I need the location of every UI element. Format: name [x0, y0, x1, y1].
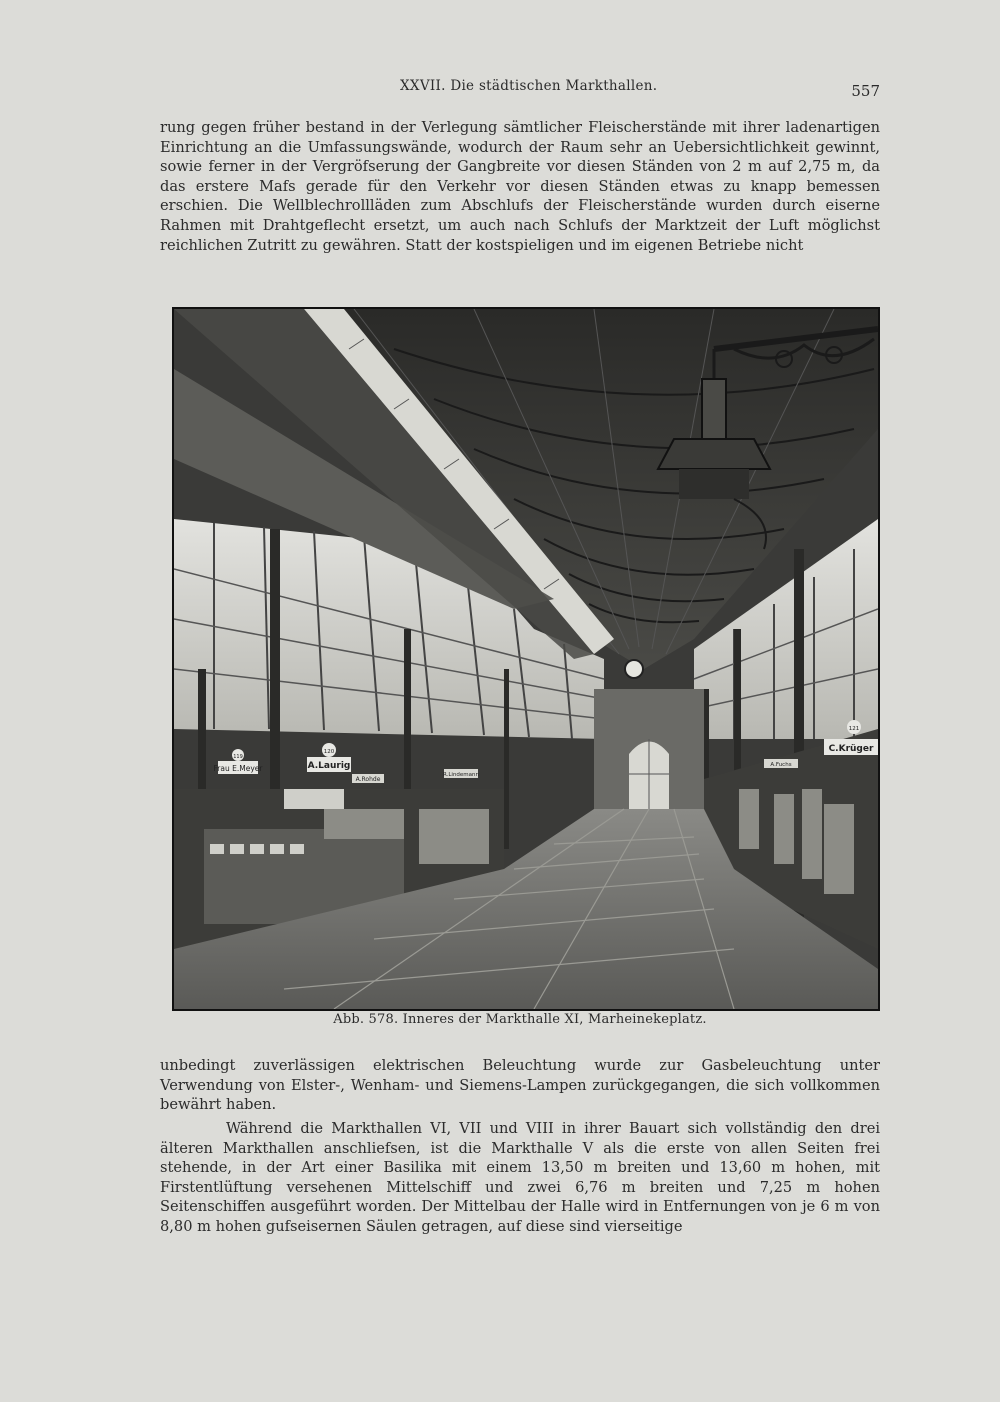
stall-number-120: 120	[323, 749, 335, 755]
sign-frau-meyer: Frau E.Meyer	[213, 764, 263, 773]
sign-krueger: C.Krüger	[828, 744, 874, 754]
paragraph-top: rung gegen früher bestand in der Verlegung sämtlicher Fleischerstände mit ihrer ladenartigen Einrichtung an die Umfassungswände, wodurch der Raum sehr an Uebersichtlichkeit gewinnt, sowie ferner in der Vergröfserung der Gangbreite vor diesen Ständen von 2 m auf 2,75 m, da das erstere Mafs gerade für den Verkehr vor diesen Ständen etwas zu knapp bemessen erschien. Die Wellblechrollläden zum Abschlufs der Fleischerstände wurden durch eiserne Rahmen mit Drahtgeflecht ersetzt, um auch nach Schlufs der Marktzeit der Luft möglichst reichlichen Zutritt zu gewähren. Statt der kostspieligen und im eigenen Betriebe nicht	[160, 119, 880, 254]
sign-laurig: A.Laurig	[307, 761, 351, 771]
running-head: XXVII. Die städtischen Markthallen.	[400, 78, 658, 94]
sign-rohde: A.Rohde	[355, 776, 381, 783]
page-header	[160, 78, 880, 102]
paragraph-bottom-2: Während die Markthallen VI, VII und VIII in ihrer Bauart sich vollständig den drei älteren Markthallen anschliefsen, ist die Markthalle V als die erste von allen Seiten frei stehende, in der Art einer Basilika mit einem 13,50 m breiten und 13,60 m hohen, mit Firstentlüftung versehenen Mittelschiff und zwei 6,76 m breiten und 7,25 m hohen Seitenschiffen ausgeführt worden. Der Mittelbau der Halle wird in Entfernungen von je 6 m von 8,80 m hohen gufseisernen Säulen getragen, auf diese sind vierseitige	[160, 1120, 880, 1235]
stall-number-121: 121	[848, 726, 860, 732]
market-hall-photo	[172, 307, 880, 1011]
stall-number-119: 119	[233, 754, 243, 760]
figure-caption: Abb. 578. Inneres der Markthalle XI, Marheinekeplatz.	[333, 1012, 707, 1027]
paragraph-bottom-1: unbedingt zuverlässigen elektrischen Beleuchtung wurde zur Gasbeleuchtung unter Verwendung von Elster-, Wenham- und Siemens-Lampen zurückgegangen, die sich vollkommen bewährt haben.	[160, 1057, 880, 1114]
page-number: 557	[851, 82, 880, 100]
sign-fuchs: A.Fuchs	[770, 762, 792, 768]
sign-lindemann: R.Lindemann	[442, 772, 480, 778]
